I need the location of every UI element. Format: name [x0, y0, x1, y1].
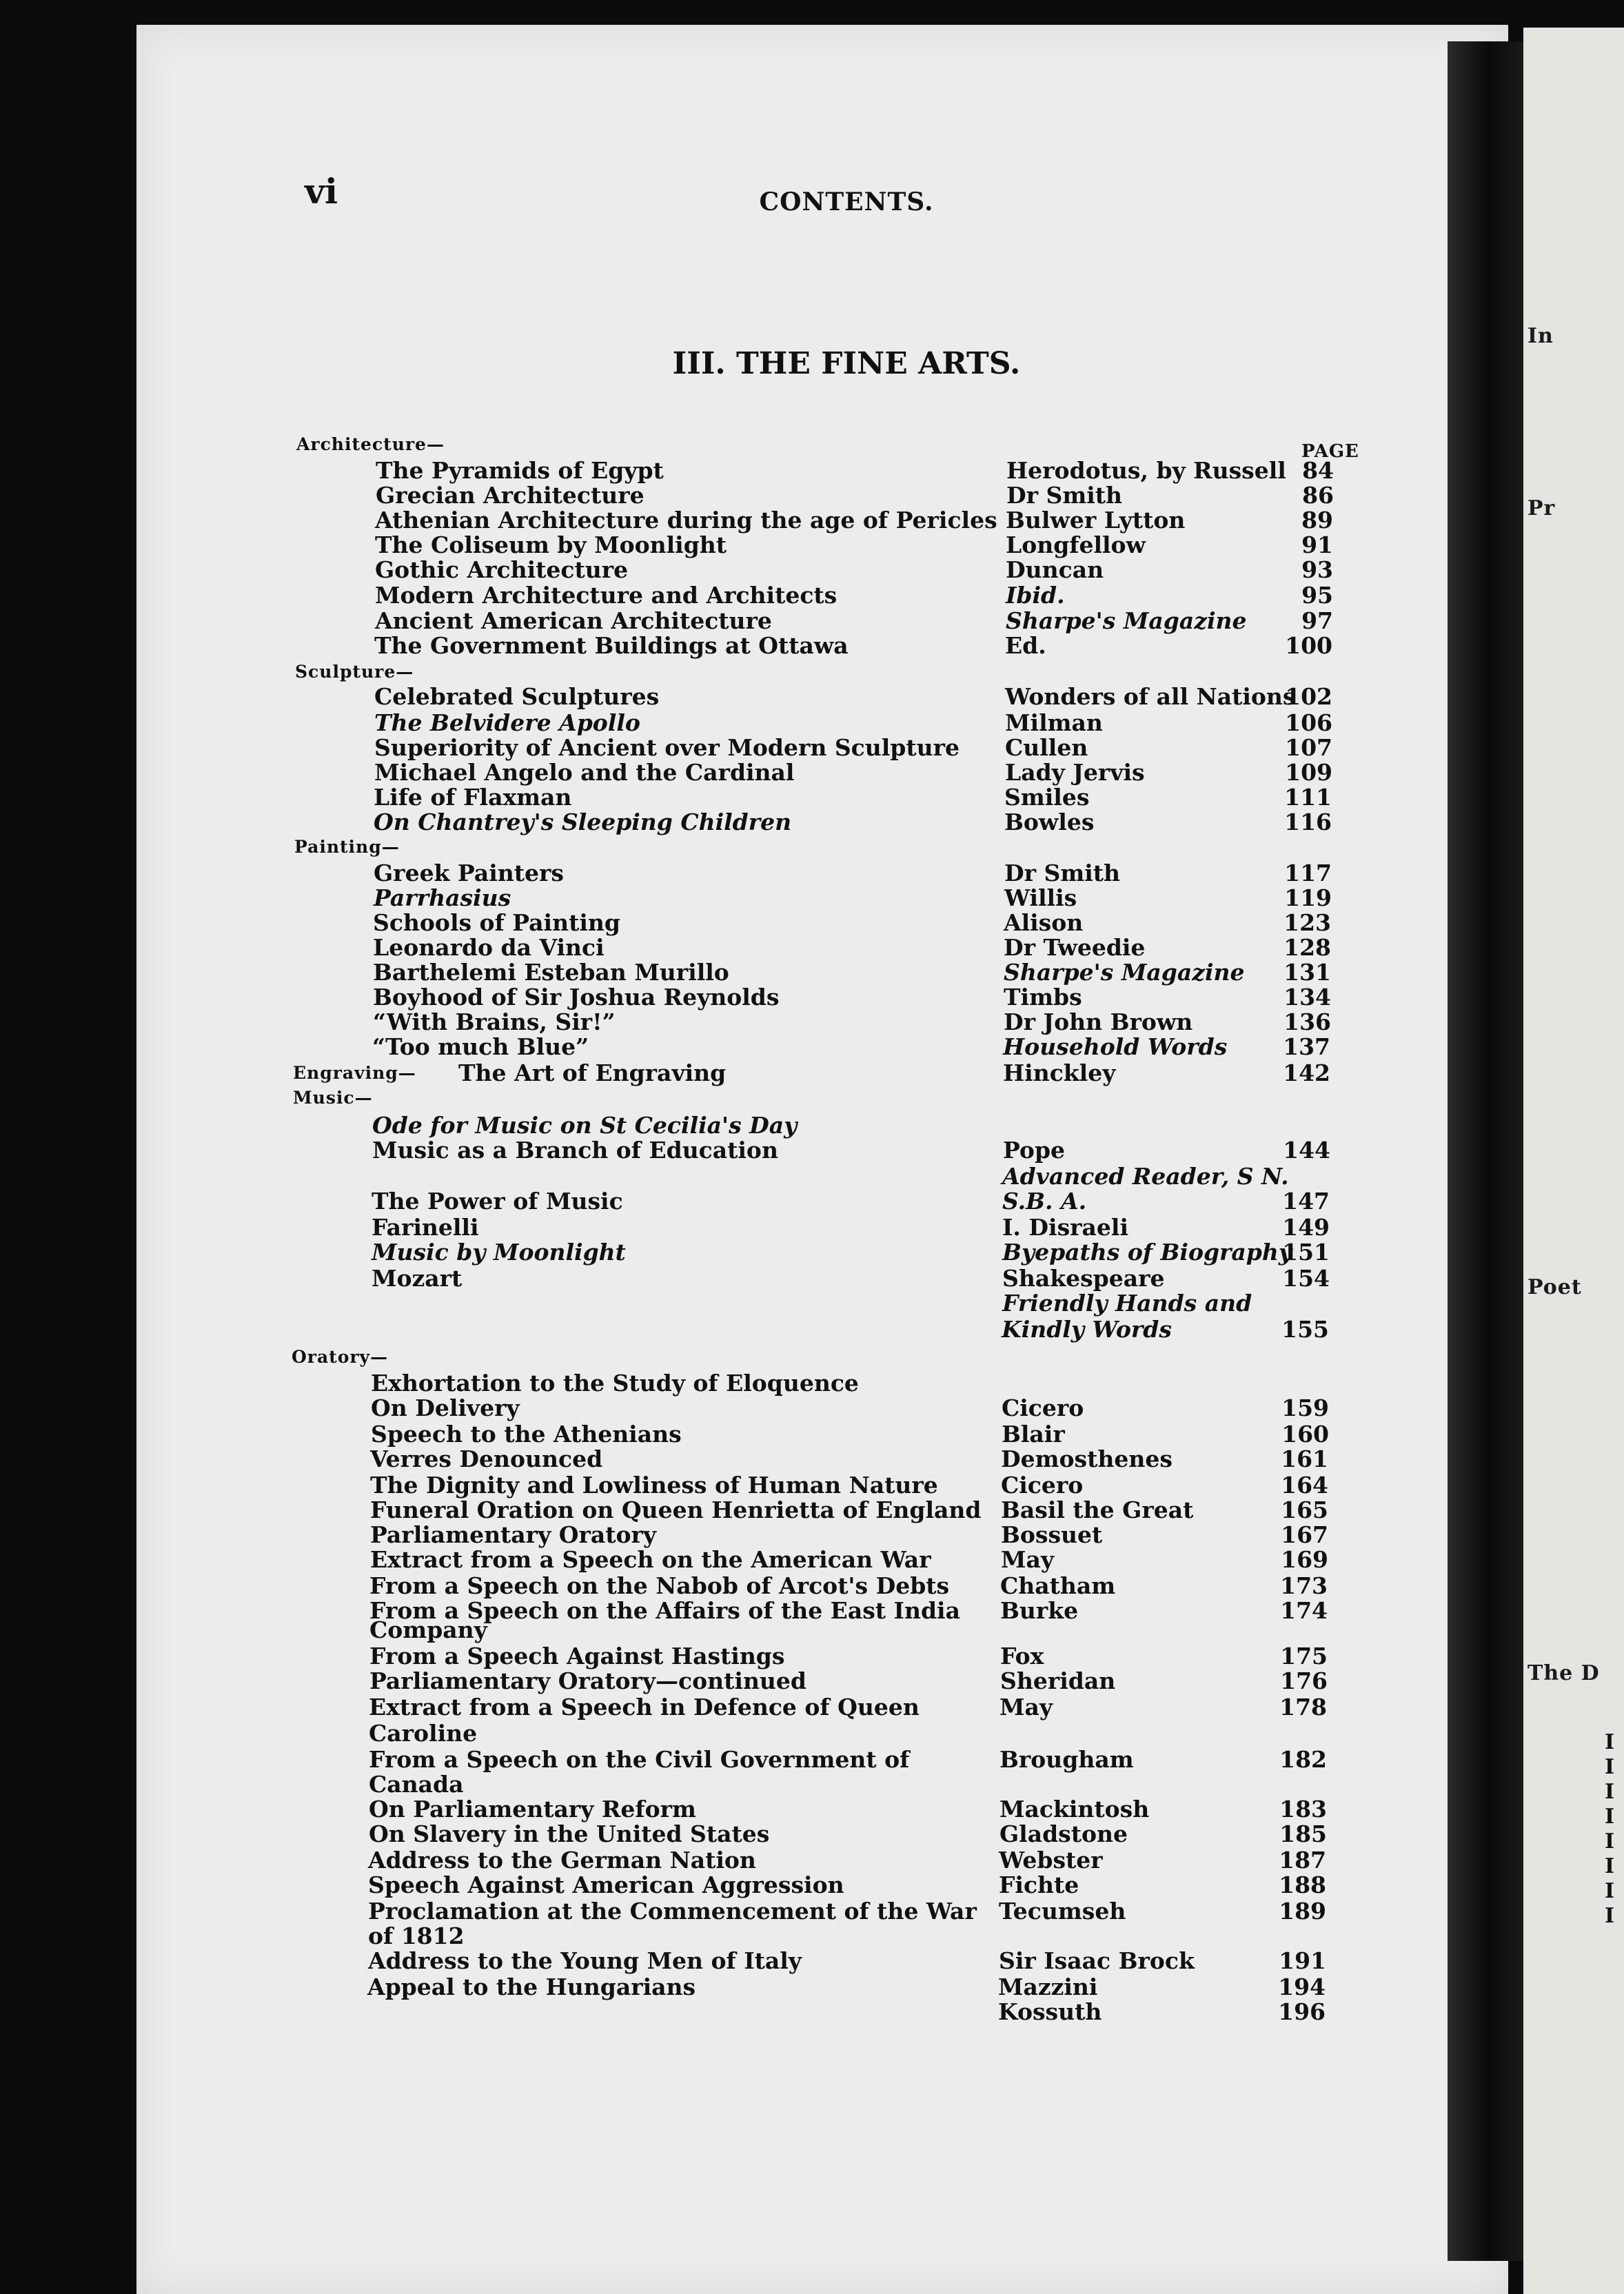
edge-letter: I	[1605, 1780, 1615, 1804]
toc-entry	[0, 1643, 1624, 1669]
category-heading: Architecture—	[296, 434, 445, 454]
entry-author: Pope	[1003, 1137, 1066, 1164]
entry-title: On Delivery	[371, 1394, 520, 1421]
entry-page-number: 93	[1301, 556, 1333, 583]
entry-title: Athenian Architecture during the age of Pericles	[375, 507, 997, 534]
entry-title: Grecian Architecture	[376, 482, 644, 509]
entry-author: Sharpe's Magazine	[1006, 607, 1247, 634]
section-title: III. THE FINE ARTS.	[672, 346, 1021, 381]
entry-title: Boyhood of Sir Joshua Reynolds	[373, 984, 780, 1011]
entry-title: The Government Buildings at Ottawa	[374, 632, 849, 659]
entry-author: Cicero	[1002, 1394, 1084, 1421]
entry-title: Speech Against American Aggression	[368, 1871, 844, 1898]
toc-entry	[0, 984, 1624, 1011]
facing-page-fragment: Poet	[1527, 1275, 1582, 1299]
entry-author: Ibid.	[1006, 582, 1065, 609]
entry-page-number: 165	[1281, 1496, 1328, 1523]
entry-title: The Power of Music	[372, 1188, 623, 1215]
toc-entry	[0, 458, 1624, 484]
entry-page-number: 117	[1284, 860, 1332, 886]
toc-entry	[0, 1239, 1624, 1266]
entry-page-number: 173	[1280, 1572, 1328, 1599]
entry-author: Fichte	[999, 1871, 1079, 1898]
entry-title: Parrhasius	[374, 884, 511, 911]
entry-author: Shakespeare	[1002, 1265, 1165, 1292]
entry-author: Cicero	[1001, 1472, 1084, 1499]
entry-page-number: 149	[1282, 1214, 1330, 1241]
entry-page-number: 123	[1283, 909, 1331, 936]
entry-title: Superiority of Ancient over Modern Sculpture	[374, 734, 960, 761]
toc-entry	[0, 935, 1624, 961]
entry-author: Chatham	[1000, 1572, 1116, 1599]
toc-entry	[0, 760, 1624, 786]
toc-entry	[0, 784, 1624, 811]
toc-entry	[0, 1497, 1624, 1523]
entry-page-number: 137	[1283, 1033, 1330, 1060]
toc-category	[0, 834, 1624, 860]
entry-author: May	[1001, 1546, 1055, 1573]
toc-entry	[0, 532, 1624, 558]
toc-entry	[0, 1034, 1624, 1060]
entry-title: Modern Architecture and Architects	[375, 582, 838, 609]
entry-page-number: 161	[1281, 1445, 1328, 1472]
entry-page-number: 95	[1301, 582, 1333, 609]
toc-entry	[0, 1547, 1624, 1573]
entry-author: Friendly Hands and	[1002, 1290, 1252, 1317]
entry-title: “With Brains, Sir!”	[373, 1008, 616, 1035]
entry-author: Kossuth	[998, 1998, 1102, 2025]
edge-letter: I	[1605, 1730, 1615, 1754]
entry-author: Fox	[1000, 1643, 1044, 1669]
entry-title: Address to the German Nation	[368, 1847, 756, 1874]
entry-author: Wonders of all Nations	[1005, 683, 1296, 710]
entry-title: of 1812	[368, 1922, 465, 1949]
entry-page-number: 191	[1279, 1947, 1326, 1974]
toc-entry	[0, 1113, 1624, 1139]
toc-category	[0, 1085, 1624, 1111]
edge-letter: I	[1605, 1854, 1615, 1878]
entry-title: Music by Moonlight	[372, 1239, 626, 1266]
entry-title: Address to the Young Men of Italy	[368, 1947, 802, 1974]
entry-title: Leonardo da Vinci	[373, 934, 605, 961]
page-folio: vi	[305, 171, 338, 212]
entry-title: Proclamation at the Commencement of the War	[368, 1898, 977, 1925]
entry-page-number: 188	[1279, 1871, 1326, 1898]
entry-title: On Chantrey's Sleeping Children	[374, 809, 792, 835]
entry-author: S.B. A.	[1002, 1188, 1087, 1215]
toc-entry	[0, 1999, 1624, 2025]
toc-entry	[0, 608, 1624, 634]
entry-author: Dr Tweedie	[1004, 934, 1146, 961]
entry-author: I. Disraeli	[1002, 1214, 1128, 1241]
entry-author: Blair	[1002, 1421, 1065, 1448]
entry-page-number: 176	[1280, 1667, 1328, 1694]
toc-entry	[0, 1821, 1624, 1847]
entry-author: Bulwer Lytton	[1006, 507, 1186, 534]
category-heading: Sculpture—	[295, 662, 414, 682]
category-heading: Engraving—	[293, 1063, 416, 1083]
entry-page-number: 116	[1284, 809, 1332, 835]
entry-author: Mazzini	[998, 1973, 1098, 2000]
entry-title: Parliamentary Oratory—continued	[369, 1667, 806, 1694]
toc-entry	[0, 1923, 1624, 1949]
entry-page-number: 187	[1279, 1847, 1326, 1874]
entry-page-number: 107	[1285, 734, 1332, 761]
entry-title: Mozart	[372, 1265, 463, 1292]
toc-entry	[0, 1847, 1624, 1874]
toc-entry	[0, 1472, 1624, 1499]
entry-title: Farinelli	[372, 1214, 479, 1241]
entry-page-number: 182	[1279, 1746, 1327, 1773]
page-column-label: PAGE	[1301, 441, 1359, 462]
toc-entry	[0, 684, 1624, 710]
entry-author: Byepaths of Biography	[1002, 1239, 1292, 1266]
entry-author: Dr Smith	[1006, 482, 1123, 509]
edge-letter: I	[1605, 1904, 1615, 1928]
entry-author: Milman	[1005, 709, 1103, 736]
entry-author: Sheridan	[1000, 1667, 1116, 1694]
entry-title: Verres Denounced	[370, 1445, 603, 1472]
facing-page-fragment: In	[1527, 324, 1554, 348]
toc-entry	[0, 1720, 1624, 1747]
toc-category	[0, 1060, 1624, 1086]
toc-category	[0, 659, 1624, 685]
entry-page-number: 167	[1281, 1521, 1328, 1548]
entry-title: Caroline	[369, 1720, 478, 1747]
entry-author: Burke	[1000, 1597, 1079, 1624]
entry-title: Company	[369, 1616, 487, 1643]
toc-entry	[0, 1266, 1624, 1292]
toc-category	[0, 1344, 1624, 1370]
entry-page-number: 147	[1282, 1188, 1330, 1215]
toc-entry	[0, 860, 1624, 886]
toc-entry	[0, 1421, 1624, 1448]
entry-title: The Belvidere Apollo	[374, 709, 640, 736]
toc-entry	[0, 1772, 1624, 1798]
facing-page-fragment: Pr	[1527, 496, 1556, 520]
entry-title: Barthelemi Esteban Murillo	[373, 959, 729, 986]
toc-entry	[0, 1898, 1624, 1925]
toc-entry	[0, 1215, 1624, 1241]
toc-entry	[0, 1872, 1624, 1898]
entry-author: Hinckley	[1003, 1059, 1116, 1086]
entry-page-number: 189	[1279, 1898, 1326, 1925]
entry-author: Ed.	[1005, 632, 1046, 659]
toc-entry	[0, 1668, 1624, 1694]
toc-entry	[0, 1370, 1624, 1397]
entry-author: Willis	[1004, 884, 1077, 911]
entry-page-number: 102	[1285, 683, 1332, 710]
running-head-text: CONTENTS.	[759, 187, 934, 216]
entry-title: Ode for Music on St Cecilia's Day	[372, 1112, 798, 1139]
edge-letter: I	[1605, 1805, 1615, 1829]
entry-title: Extract from a Speech on the American War	[370, 1546, 931, 1573]
category-heading: Music—	[293, 1088, 373, 1108]
entry-page-number: 174	[1280, 1597, 1328, 1624]
entry-author: Advanced Reader, S N.	[1002, 1163, 1289, 1190]
entry-author: Duncan	[1006, 556, 1104, 583]
entry-title: The Dignity and Lowliness of Human Nature	[370, 1472, 938, 1499]
toc-entry	[0, 1446, 1624, 1472]
toc-entry	[0, 910, 1624, 936]
entry-page-number: 131	[1283, 959, 1331, 986]
entry-page-number: 134	[1283, 984, 1331, 1011]
toc-entry	[0, 1188, 1624, 1215]
entry-title: Appeal to the Hungarians	[367, 1973, 696, 2000]
entry-title: The Coliseum by Moonlight	[375, 531, 727, 558]
entry-title: On Parliamentary Reform	[369, 1796, 696, 1823]
entry-author: Cullen	[1005, 734, 1088, 761]
toc-entry	[0, 1290, 1624, 1317]
entry-page-number: 128	[1283, 934, 1331, 961]
entry-page-number: 136	[1283, 1008, 1331, 1035]
entry-author: Basil the Great	[1001, 1496, 1194, 1523]
entry-author: May	[999, 1694, 1053, 1720]
toc-entry	[0, 633, 1624, 659]
toc-entry	[0, 1747, 1624, 1773]
toc-entry	[0, 1009, 1624, 1035]
toc-entry	[0, 1974, 1624, 2000]
entry-title: Exhortation to the Study of Eloquence	[371, 1370, 859, 1397]
category-heading: Painting—	[294, 837, 400, 857]
toc-entry	[0, 1522, 1624, 1548]
entry-title: From a Speech on the Affairs of the East India	[369, 1597, 960, 1624]
entry-title: The Art of Engraving	[458, 1059, 727, 1086]
entry-author: Bossuet	[1001, 1521, 1103, 1548]
entry-author: Sir Isaac Brock	[999, 1947, 1195, 1974]
entry-author: Mackintosh	[999, 1796, 1150, 1823]
entry-title: The Pyramids of Egypt	[376, 457, 664, 484]
entry-author: Tecumseh	[999, 1898, 1126, 1925]
entry-page-number: 97	[1301, 607, 1333, 634]
entry-title: Schools of Painting	[373, 909, 620, 936]
entry-page-number: 89	[1301, 507, 1333, 534]
toc-entry	[0, 1164, 1624, 1190]
toc-entry	[0, 1796, 1624, 1823]
toc-entry	[0, 483, 1624, 509]
toc-category	[0, 432, 1624, 458]
toc-entry	[0, 1694, 1624, 1720]
entry-author: Household Words	[1003, 1033, 1228, 1060]
toc-entry	[0, 1317, 1624, 1343]
entry-page-number: 164	[1281, 1472, 1328, 1499]
entry-title: From a Speech Against Hastings	[369, 1643, 785, 1669]
entry-author: Brougham	[999, 1746, 1134, 1773]
entry-title: Celebrated Sculptures	[374, 683, 660, 710]
entry-title: Extract from a Speech in Defence of Queen	[369, 1694, 920, 1720]
entry-title: On Slavery in the United States	[369, 1820, 770, 1847]
entry-author: Kindly Words	[1002, 1316, 1172, 1343]
toc-entry	[0, 960, 1624, 986]
entry-page-number: 111	[1284, 784, 1332, 811]
entry-page-number: 159	[1281, 1394, 1329, 1421]
entry-page-number: 196	[1278, 1998, 1326, 2025]
toc-entry	[0, 735, 1624, 761]
toc-entry	[0, 1137, 1624, 1164]
entry-author: Demosthenes	[1001, 1445, 1173, 1472]
entry-page-number: 86	[1302, 482, 1334, 509]
entry-title: Gothic Architecture	[375, 556, 629, 583]
entry-page-number: 91	[1301, 531, 1333, 558]
entry-author: Lady Jervis	[1005, 759, 1145, 786]
entry-title: Ancient American Architecture	[375, 607, 772, 634]
entry-title: “Too much Blue”	[372, 1033, 589, 1060]
entry-author: Dr Smith	[1004, 860, 1121, 886]
toc-entry	[0, 809, 1624, 835]
entry-page-number: 194	[1278, 1973, 1326, 2000]
edge-letter: I	[1605, 1755, 1615, 1779]
toc-entry	[0, 1573, 1624, 1599]
toc-entry	[0, 885, 1624, 911]
entry-page-number: 142	[1283, 1059, 1330, 1086]
facing-page-fragment: The D	[1527, 1661, 1600, 1685]
entry-page-number: 183	[1279, 1796, 1327, 1823]
toc-entry	[0, 557, 1624, 583]
toc-entry	[0, 1395, 1624, 1421]
entry-author: Bowles	[1004, 809, 1095, 835]
category-heading: Oratory—	[292, 1347, 389, 1367]
toc-entry	[0, 582, 1624, 609]
entry-title: From a Speech on the Civil Government of	[369, 1746, 910, 1773]
edge-letter: I	[1605, 1829, 1615, 1854]
entry-title: Music as a Branch of Education	[372, 1137, 778, 1164]
toc-entry	[0, 507, 1624, 534]
edge-letter: I	[1605, 1879, 1615, 1903]
toc-entry	[0, 1617, 1624, 1643]
entry-author: Webster	[999, 1847, 1103, 1874]
entry-author: Herodotus, by Russell	[1006, 457, 1286, 484]
entry-page-number: 119	[1284, 884, 1332, 911]
entry-page-number: 178	[1279, 1694, 1327, 1720]
toc-entry	[0, 1948, 1624, 1974]
entry-page-number: 109	[1285, 759, 1332, 786]
entry-title: Funeral Oration on Queen Henrietta of England	[370, 1496, 982, 1523]
entry-title: Michael Angelo and the Cardinal	[374, 759, 795, 786]
entry-title: Life of Flaxman	[374, 784, 572, 811]
entry-author: Gladstone	[999, 1820, 1128, 1847]
entry-title: Speech to the Athenians	[371, 1421, 682, 1448]
entry-page-number: 100	[1285, 632, 1332, 659]
entry-author: Dr John Brown	[1004, 1008, 1193, 1035]
entry-page-number: 155	[1281, 1316, 1329, 1343]
entry-page-number: 154	[1282, 1265, 1330, 1292]
entry-author: Timbs	[1004, 984, 1082, 1011]
entry-title: From a Speech on the Nabob of Arcot's Debts	[369, 1572, 950, 1599]
entry-page-number: 144	[1283, 1137, 1330, 1164]
entry-page-number: 185	[1279, 1820, 1327, 1847]
entry-author: Alison	[1004, 909, 1084, 936]
entry-author: Sharpe's Magazine	[1004, 959, 1245, 986]
entry-page-number: 84	[1302, 457, 1334, 484]
entry-title: Canada	[369, 1771, 464, 1798]
entry-title: Parliamentary Oratory	[370, 1521, 657, 1548]
entry-author: Longfellow	[1006, 531, 1146, 558]
entry-page-number: 160	[1281, 1421, 1329, 1448]
entry-page-number: 151	[1282, 1239, 1330, 1266]
entry-author: Smiles	[1004, 784, 1090, 811]
toc-entry	[0, 710, 1624, 736]
entry-title: Greek Painters	[374, 860, 564, 886]
entry-page-number: 106	[1285, 709, 1332, 736]
entry-page-number: 175	[1280, 1643, 1328, 1669]
entry-page-number: 169	[1281, 1546, 1328, 1573]
